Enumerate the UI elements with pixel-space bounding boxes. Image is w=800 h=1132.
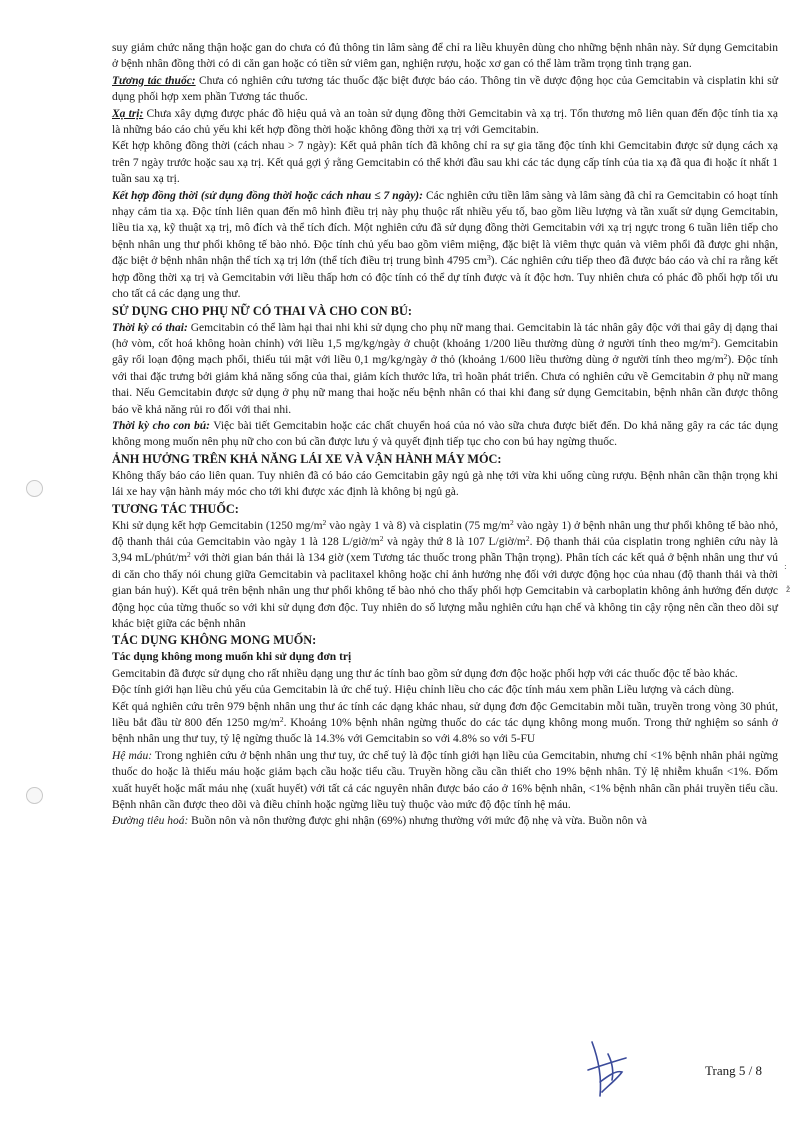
paragraph: Độc tính giới hạn liều chủ yếu của Gemcitabin là ức chế tuỷ. Hiệu chỉnh liều cho các độc tính máu xem phần Liều lượng và cách dùng.: [112, 684, 735, 697]
paragraph-interactions-detail: Khi sử dụng kết hợp Gemcitabin (1250 $mg/m^2$ vào ngày 1 và 8) và cisplatin (75 $mg/m^2$ vào ngày 1) ở bệnh nhân ung thư phổi không tế bào nhỏ, độ thanh thải của Gemcitabin vào ngày 1 là 128 $L/giờ/m^2$ và ngày thứ 8 là 107 $L/giờ/m^2$. Độ thanh thải của cisplatin trong nghiên cứu này là 3,94 $mL/phút/m^2$ với thời gian bán thải là 134 giờ (xem Tương tác thuốc trong phần Thận trọng). Phân tích các kết quả ở bệnh nhân ung thư vú di căn cho thấy nói chung giữa Gemcitabin và paclitaxel không hoặc chỉ ảnh hưởng nhẹ đối với dược động học của nhau (độ thanh thải và thời gian bán huỷ). Kết quả trên bệnh nhân ung thư phổi không tế bào nhỏ cho thấy phối hợp Gemcitabin và carboplatin không ảnh hưởng đến dược động học của từng thuốc so với khi sử dụng đơn độc. Tuy nhiên do số lượng mẫu nghiên cứu hạn chế và không tin cậy rộng nên cần theo dõi sự khác biệt giữa các bệnh nhân: [112, 517, 778, 630]
edge-mark: :: [784, 562, 787, 571]
section-heading-driving: ẢNH HƯỞNG TRÊN KHẢ NĂNG LÁI XE VÀ VẬN HÀNH MÁY MÓC:: [112, 451, 502, 466]
document-body: [112, 40, 778, 830]
paragraph: Gemcitabin đã được sử dụng cho rất nhiều dạng ung thư ác tính bao gồm sử dụng đơn độc hoặc phối hợp với các thuốc độc tế bào khác.: [112, 667, 738, 680]
paragraph-hematologic: Hệ máu: Trong nghiên cứu ở bệnh nhân ung thư tuy, ức chế tuỷ là độc tính giới hạn liều của Gemcitabin, nhưng chỉ <1% bệnh nhân phải ngừng thuốc do hoặc là thiếu máu hoặc giảm bạch cầu hoặc tiểu cầu. Truyền hồng cầu cần thiết cho 19% bệnh nhân. Tỷ lệ nhiễm khuẩn <1%. Đốm xuất huyết hoặc mất máu nhẹ (xuất huyết) với tất cả các nguyên nhân được báo cáo ở 16% bệnh nhân, <1% bệnh nhân cần phải truyền tiểu cầu. Bệnh nhân cần được theo dõi và điều chỉnh hoặc ngừng liều tuỳ thuộc vào mức độ độc tính hệ máu.: [112, 749, 779, 812]
section-heading-interactions: TƯƠNG TÁC THUỐC:: [112, 501, 239, 516]
section-heading-pregnancy: SỬ DỤNG CHO PHỤ NỮ CÓ THAI VÀ CHO CON BÚ:: [112, 303, 412, 318]
sub-heading-monotherapy: Tác dụng không mong muốn khi sử dụng đơn trị: [112, 651, 352, 664]
paragraph: Kết hợp không đồng thời (cách nhau > 7 ngày): Kết quả phân tích đã không chỉ ra sự gia tăng độc tính khi Gemcitabin được sử dụng cách xạ trên 7 ngày trước hoặc sau xạ trị. Kết quả gợi ý rằng Gemcitabin có thể khởi đầu sau khi các tác dụng cấp tính của tia xạ đã qua đi hoặc ít nhất 1 tuần sau xạ trị.: [112, 140, 778, 186]
edge-mark: ž: [786, 585, 791, 594]
signature-mark: [578, 1036, 634, 1100]
punch-hole-bottom: [26, 787, 43, 804]
inline-heading: Kết hợp đồng thời (sử dụng đồng thời hoặc cách nhau ≤ 7 ngày):: [112, 189, 423, 202]
section-heading-adverse-effects: TÁC DỤNG KHÔNG MONG MUỐN:: [112, 633, 317, 648]
paragraph: Kết quả nghiên cứu trên 979 bệnh nhân ung thư ác tính các dạng khác nhau, sử dụng đơn độc Gemcitabin mỗi tuần, truyền trong vòng 30 phút, liều bắt đầu từ 800 đến 1250 $mg/m^2$. Khoảng 10% bệnh nhân ngừng thuốc do các tác dụng không mong muốn. Trong thử nghiệm so sánh ở bệnh nhân ung thư tuy, tỷ lệ ngừng thuốc là 14.3% với Gemcitabin so với 4.8% so với 5-FU: [112, 700, 779, 746]
punch-hole-top: [26, 480, 43, 497]
inline-heading: Tương tác thuốc:: [112, 74, 196, 87]
paragraph-lactation: Thời kỳ cho con bú: Việc bài tiết Gemcitabin hoặc các chất chuyển hoá của nó vào sữa chưa được biết đến. Do khả năng gây ra các tác dụng không mong muốn nên phụ nữ cho con bú cần được lưu ý và quyết định tiếp tục cho con bú hay ngừng thuốc.: [112, 419, 778, 449]
paragraph-gastrointestinal: Đường tiêu hoá: Buồn nôn và nôn thường được ghi nhận (69%) nhưng thường với mức độ nhẹ và vừa. Buồn nôn và: [112, 815, 648, 828]
paragraph-interactions: Tương tác thuốc: Chưa có nghiên cứu tương tác thuốc đặc biệt được báo cáo. Thông tin về dược động học của Gemcitabin và cisplatin khi sử dụng phối hợp xem phần Tương tác thuốc.: [112, 74, 779, 104]
page-number: Trang 5 / 8: [705, 1063, 762, 1078]
paragraph-concurrent: Kết hợp đồng thời (sử dụng đồng thời hoặc cách nhau ≤ 7 ngày): Các nghiên cứu tiền lâm sàng và lâm sàng đã chỉ ra Gemcitabin có hoạt tính nhạy cảm tia xạ. Độc tính liên quan đến mô hình điều trị này phụ thuộc rất nhiều yếu tố, bao gồm liều lượng và tần xuất sử dụng Gemcitabin, liều tia xạ, kỹ thuật xạ trị, mô đích và thể tích đích. Một nghiên cứu đã sử dụng đồng thời Gemcitabin với xạ trị ngực trong 6 tuần liên tiếp cho bệnh nhân ung thư phổi không tế bào nhỏ. Độc tính chủ yếu bao gồm viêm miệng, đặc biệt là viêm thực quản và viêm phổi đã được ghi nhận, đặc biệt ở bệnh nhân nhận thể tích xạ trị lớn (thể tích điều trị trung bình 4795 $cm^3$). Các nghiên cứu tiếp theo đã được báo cáo và chỉ ra rằng kết hợp đồng thời xạ trị và Gemcitabin với liều thấp hơn có độc tính có thể dự tính được và ít độc hơn. Tuy nhiên chưa có phác đồ phối hợp tối ưu cho tất cả các dạng ung thư.: [112, 189, 778, 301]
paragraph-radiotherapy: Xạ trị: Chưa xây dựng được phác đồ hiệu quả và an toàn sử dụng đồng thời Gemcitabin và xạ trị. Tổn thương mô liên quan đến độc tính tia xạ là những báo cáo chủ yếu khi kết hợp đồng thời hoặc không đồng thời xạ trị với Gemcitabin.: [112, 107, 778, 137]
paragraph: Không thấy báo cáo liên quan. Tuy nhiên đã có báo cáo Gemcitabin gây ngủ gà nhẹ tới vừa khi uống cùng rượu. Bệnh nhân cần thận trọng khi lái xe hay vận hành máy móc cho tới khi được xác định là không bị ngủ gà.: [112, 469, 778, 499]
inline-heading: Thời kỳ cho con bú:: [112, 419, 210, 432]
inline-heading: Hệ máu:: [112, 749, 153, 762]
inline-heading: Đường tiêu hoá:: [112, 815, 189, 828]
inline-heading: Xạ trị:: [112, 107, 144, 120]
inline-heading: Thời kỳ có thai:: [112, 321, 188, 334]
paragraph: suy giảm chức năng thận hoặc gan do chưa có đủ thông tin lâm sàng để chỉ ra liều khuyên dùng cho những bệnh nhân này. Sử dụng Gemcitabin ở bệnh nhân đồng thời có di căn gan hoặc có tiền sử viêm gan, nghiện rượu, hoặc xơ gan có thể làm trầm trọng tình trạng gan.: [112, 42, 778, 71]
paragraph-pregnancy: Thời kỳ có thai: Gemcitabin có thể làm hại thai nhi khi sử dụng cho phụ nữ mang thai. Gemcitabin là tác nhân gây độc với thai gây dị dạng thai (hở vòm, cốt hoá không hoàn chỉnh) với liều 1,5 mg/kg/ngày ở chuột (khoảng 1/200 liều thường dùng ở người tính theo $mg/m^2$). Gemcitabin gây rối loạn động mạch phổi, thiếu túi mật với liều 0,1 mg/kg/ngày ở thỏ (khoảng 1/600 liều thường dùng ở người tính theo $mg/m^2$). Độc tính với thai đặc trưng bởi giảm khả năng sống của thai, giảm kích thước lứa, trì hoãn phát triển. Chưa có nghiên cứu về Gemcitabin ở phụ nữ mang thai. Nếu Gemcitabin được sử dụng ở phụ nữ mang thai hoặc nếu bệnh nhân có thai khi đang sử dụng Gemcitabin, bệnh nhân cần được thông báo về khả năng rủi ro đối với thai nhi.: [112, 321, 778, 416]
